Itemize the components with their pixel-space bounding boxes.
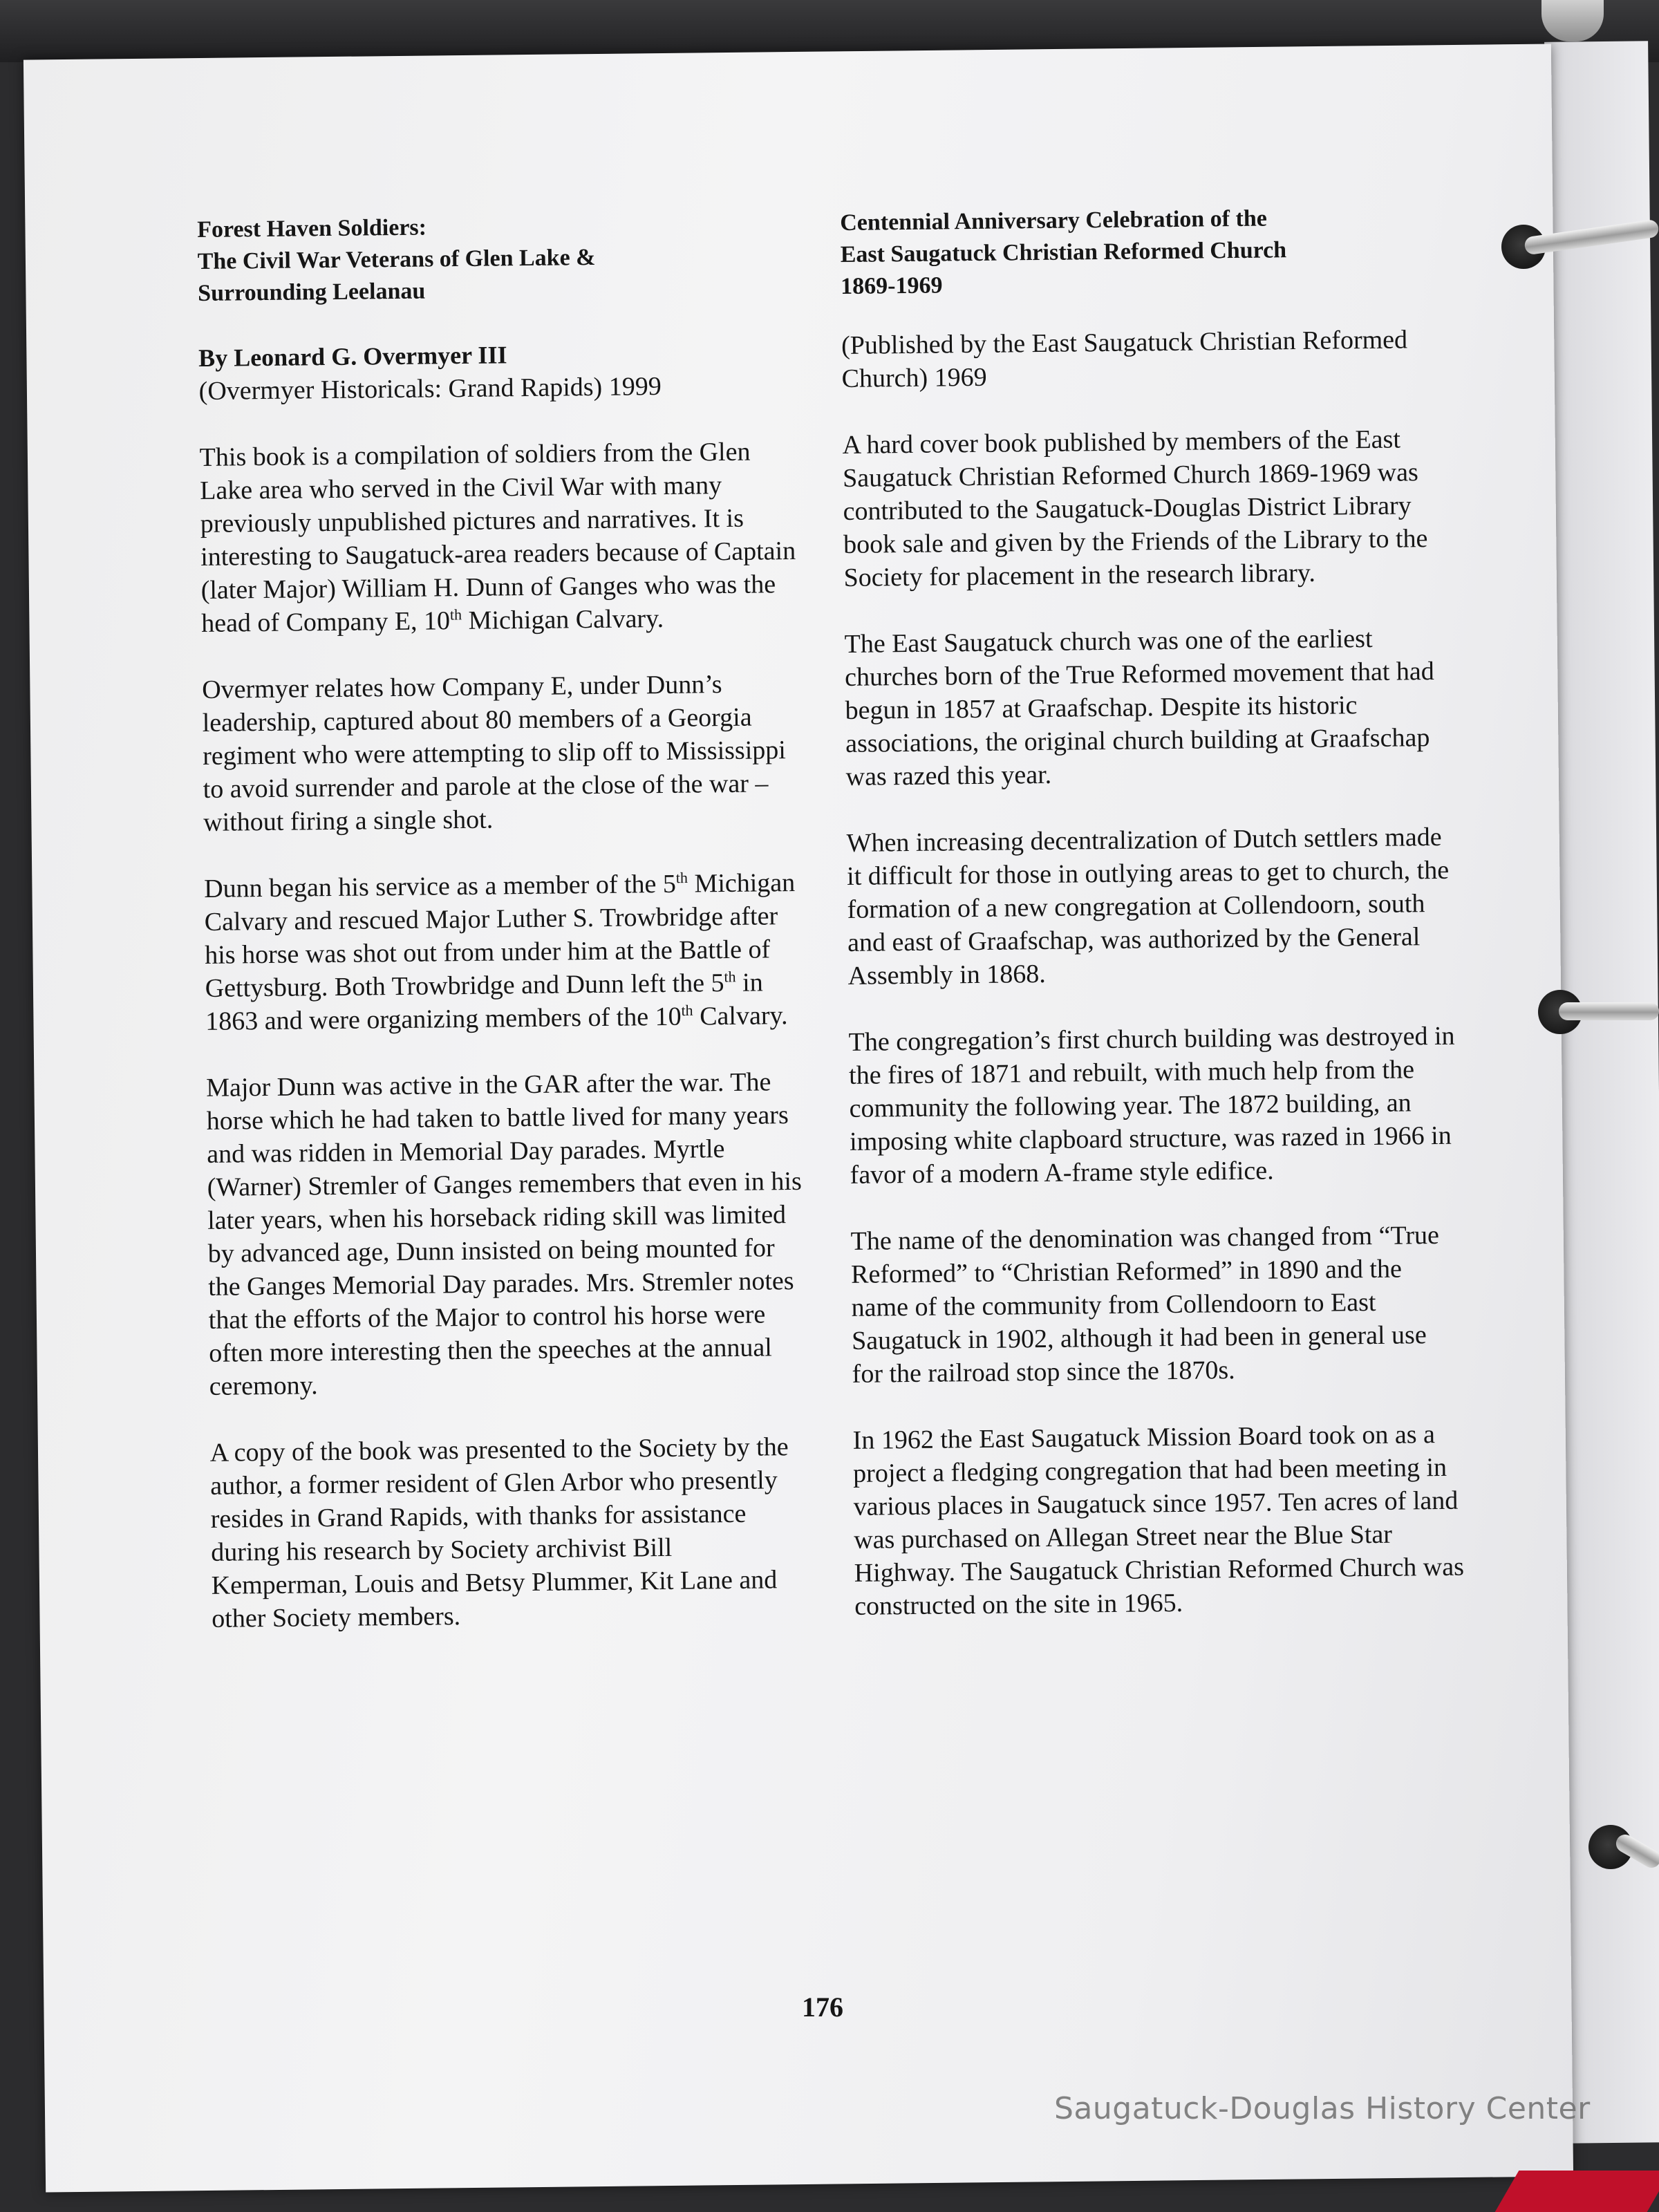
right-paragraph-1: A hard cover book published by members of the East Saugatuck Christian Reformed Church 1869-1969 was contributed to the Saugatuck-Douglas District Library book sale and given by the Friends of the Library to the Society for placement in the research library. [842,424,1428,592]
left-article-source: (Overmyer Historicals: Grand Rapids) 1999 [198,371,662,406]
binder-ring-middle [1559,1002,1659,1020]
right-paragraph-3: When increasing decentralization of Dutch settlers made it difficult for those in outlying areas to get to church, the formation of a new congregation at Collendoorn, south and east of Graafschap, was authorized by the General Assembly in 1868. [846,822,1450,991]
watermark: Saugatuck-Douglas History Center [1054,2091,1591,2126]
right-article-source: (Published by the East Saugatuck Christian Reformed Church) 1969 [841,325,1408,393]
left-article-byline: By Leonard G. Overmyer III [198,341,507,372]
red-table-corner [1495,2171,1659,2212]
left-article [197,208,814,1669]
left-paragraph-2: Overmyer relates how Company E, under Dunn’s leadership, captured about 80 members of a Georgia regiment who were attempting to slip off to Mississippi to avoid surrender and parole at the close of the war – without firing a single shot. [201,670,787,837]
right-paragraph-4: The congregation’s first church building was destroyed in the fires of 1871 and rebuilt, with much help from the community the following year. The 1872 building, an imposing white clapboard structure, was razed in 1966 in favor of a modern A-frame style edifice. [848,1021,1455,1190]
page-number: 176 [802,1991,843,2023]
left-article-title: Forest Haven Soldiers: The Civil War Veterans of Glen Lake & Surrounding Leelanau [197,214,596,306]
left-paragraph-4: Major Dunn was active in the GAR after the war. The horse which he had taken to battle lived for many years and was ridden in Memorial Day parades. Myrtle (Warner) Stremler of Ganges remembers that even in his later years, when his horseback riding skill was limited by advanced age, Dunn insisted on being mounted for the Ganges Memorial Day parades. Mrs. Stremler notes that the efforts of the Major to control his horse were often more interesting then the speeches at the annual ceremony. [206,1067,802,1401]
right-article-title: Centennial Anniversary Celebration of the East Saugatuck Christian Reformed Church 1869-1969 [840,205,1287,299]
right-paragraph-6: In 1962 the East Saugatuck Mission Board took on as a project a fledging congregation that had been meeting in various places in Saugatuck since 1957. Ten acres of land was purchased on Allegan Street near the Blue Star Highway. The Saugatuck Christian Reformed Church was constructed on the site in 1965. [852,1420,1465,1621]
right-paragraph-5: The name of the denomination was changed from “True Reformed” to “Christian Reformed” in 1890 and the name of the community from Collendoorn to East Saugatuck in 1902, although it had been in general use for the railroad stop since the 1870s. [850,1221,1440,1389]
left-paragraph-3: Dunn began his service as a member of the 5th Michigan Calvary and rescued Major Luther S. Trowbridge after his horse was shot out from under him at the Battle of Gettysburg. Both Trowbridge and Dunn left the 5th in 1863 and were organizing members of the 10th Calvary. [204,868,796,1036]
left-paragraph-5: A copy of the book was presented to the Society by the author, a former resident of Glen Arbor who presently resides in Grand Rapids, with thanks for assistance during his research by Society archivist Bill Kemperman, Louis and Betsy Plummer, Kit Lane and other Society members. [209,1432,789,1633]
right-article [840,201,1467,1656]
left-paragraph-1: This book is a compilation of soldiers from the Glen Lake area who served in the Civil War with many previously unpublished pictures and narratives. It is interesting to Saugatuck-area readers because of Captain (later Major) William H. Dunn of Ganges who was the head of Company E, 10th Michigan Calvary. [199,437,796,638]
right-paragraph-2: The East Saugatuck church was one of the earliest churches born of the True Reformed movement that had begun in 1857 at Graafschap. Despite its historic associations, the original church building at Graafschap was razed this year. [844,624,1434,791]
